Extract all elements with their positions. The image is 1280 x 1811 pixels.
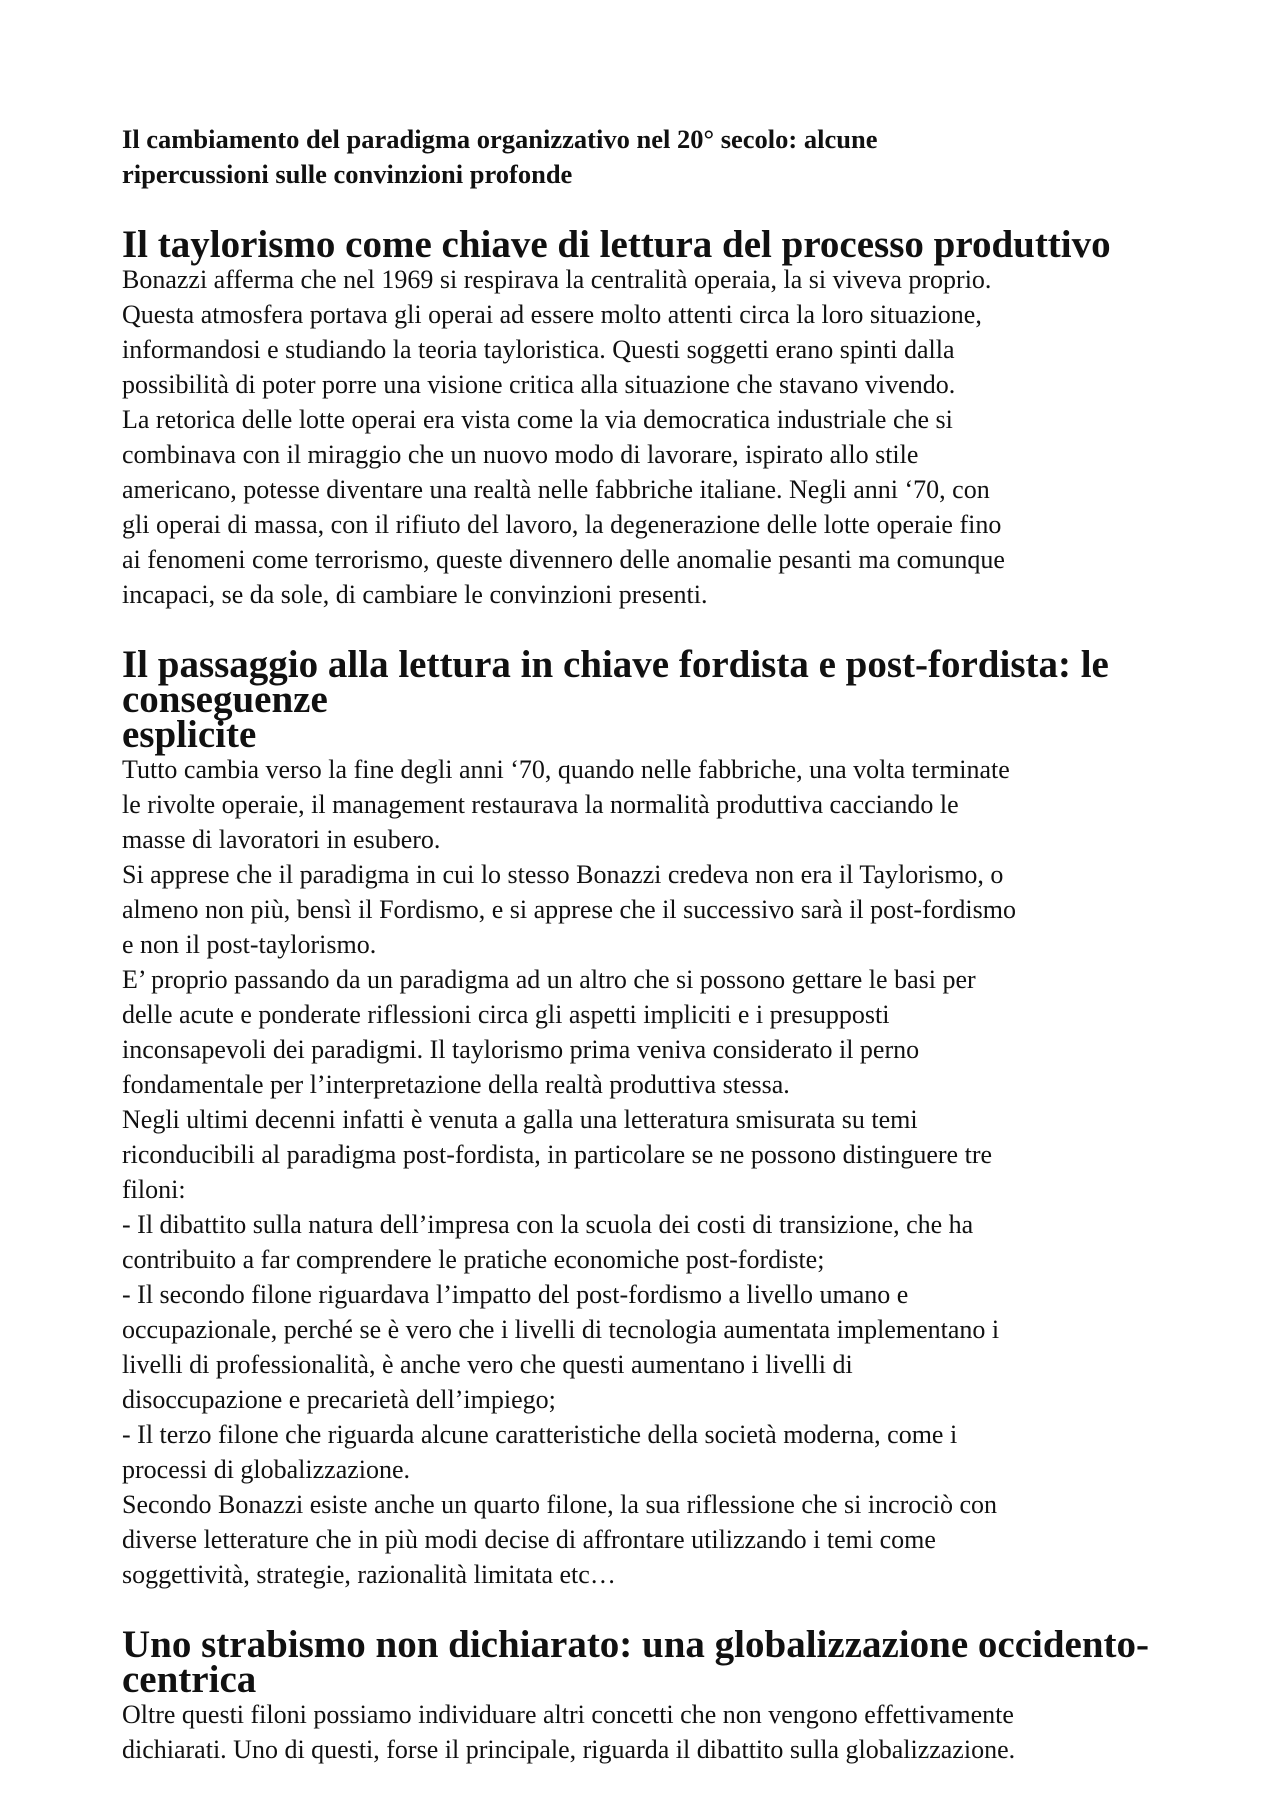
paragraph: E’ proprio passando da un paradigma ad un altro che si possono gettare le basi per delle acute e ponderate riflessioni circa gli aspetti impliciti e i presupposti inconsapevoli dei paradigmi. Il taylorismo prima veniva considerato il perno fondamentale per l’interpretazione della realtà produttiva stessa. bbox=[122, 965, 976, 1099]
paragraph: La retorica delle lotte operai era vista come la via democratica industriale che si combinava con il miraggio che un nuovo modo di lavorare, ispirato allo stile americano, potesse diventare una realtà nelle fabbriche italiane. Negli anni ‘70, con gli operai di massa, con il rifiuto del lavoro, la degenerazione delle lotte operaie fino ai fenomeni come terrorismo, queste divennero delle anomalie pesanti ma comunque incapaci, se da sole, di cambiare le convinzioni presenti. bbox=[122, 405, 1005, 609]
list-item: - Il secondo filone riguardava l’impatto del post-fordismo a livello umano e occupazionale, perché se è vero che i livelli di tecnologia aumentata implementano i livelli di professionalità, è anche vero che questi aumentano i livelli di disoccupazione e precarietà dell’impiego; bbox=[122, 1280, 1000, 1414]
list-item: - Il terzo filone che riguarda alcune caratteristiche della società moderna, come i processi di globalizzazione. bbox=[122, 1420, 958, 1484]
document-title: Il cambiamento del paradigma organizzativo nel 20° secolo: alcune ripercussioni sulle convinzioni profonde bbox=[122, 124, 878, 189]
section-strabismo bbox=[122, 1623, 1182, 1767]
section-fordismo bbox=[122, 643, 1182, 1592]
paragraph: Negli ultimi decenni infatti è venuta a galla una letteratura smisurata su temi riconducibili al paradigma post-fordista, in particolare se ne possono distinguere tre filoni: bbox=[122, 1105, 993, 1204]
paragraph: Si apprese che il paradigma in cui lo stesso Bonazzi credeva non era il Taylorismo, o almeno non più, bensì il Fordismo, e si apprese che il successivo sarà il post-fordismo e non il post-taylorismo. bbox=[122, 860, 1016, 959]
paragraph: Secondo Bonazzi esiste anche un quarto filone, la sua riflessione che si incrociò con diverse letterature che in più modi decise di affrontare utilizzando i temi come soggettività, strategie, razionalità limitata etc… bbox=[122, 1490, 998, 1589]
document-page bbox=[122, 122, 1182, 1767]
section-heading: Il passaggio alla lettura in chiave fordista e post-fordista: le conseguenze esplicite bbox=[122, 643, 1109, 756]
section-heading: Uno strabismo non dichiarato: una globalizzazione occidento-centrica bbox=[122, 1623, 1150, 1701]
paragraph: Bonazzi afferma che nel 1969 si respirava la centralità operaia, la si viveva proprio. Questa atmosfera portava gli operai ad essere molto attenti circa la loro situazione, informandosi e studiando la teoria tayloristica. Questi soggetti erano spinti dalla possibilità di poter porre una visione critica alla situazione che stavano vivendo. bbox=[122, 265, 992, 399]
paragraph: Oltre questi filoni possiamo individuare altri concetti che non vengono effettivamente dichiarati. Uno di questi, forse il principale, riguarda il dibattito sulla globalizzazione. bbox=[122, 1700, 1016, 1764]
section-taylorismo bbox=[122, 223, 1182, 612]
section-heading: Il taylorismo come chiave di lettura del processo produttivo bbox=[122, 223, 1111, 266]
list-item: - Il dibattito sulla natura dell’impresa con la scuola dei costi di transizione, che ha contribuito a far comprendere le pratiche economiche post-fordiste; bbox=[122, 1210, 974, 1274]
paragraph: Tutto cambia verso la fine degli anni ‘70, quando nelle fabbriche, una volta terminate le rivolte operaie, il management restaurava la normalità produttiva cacciando le masse di lavoratori in esubero. bbox=[122, 755, 1010, 854]
